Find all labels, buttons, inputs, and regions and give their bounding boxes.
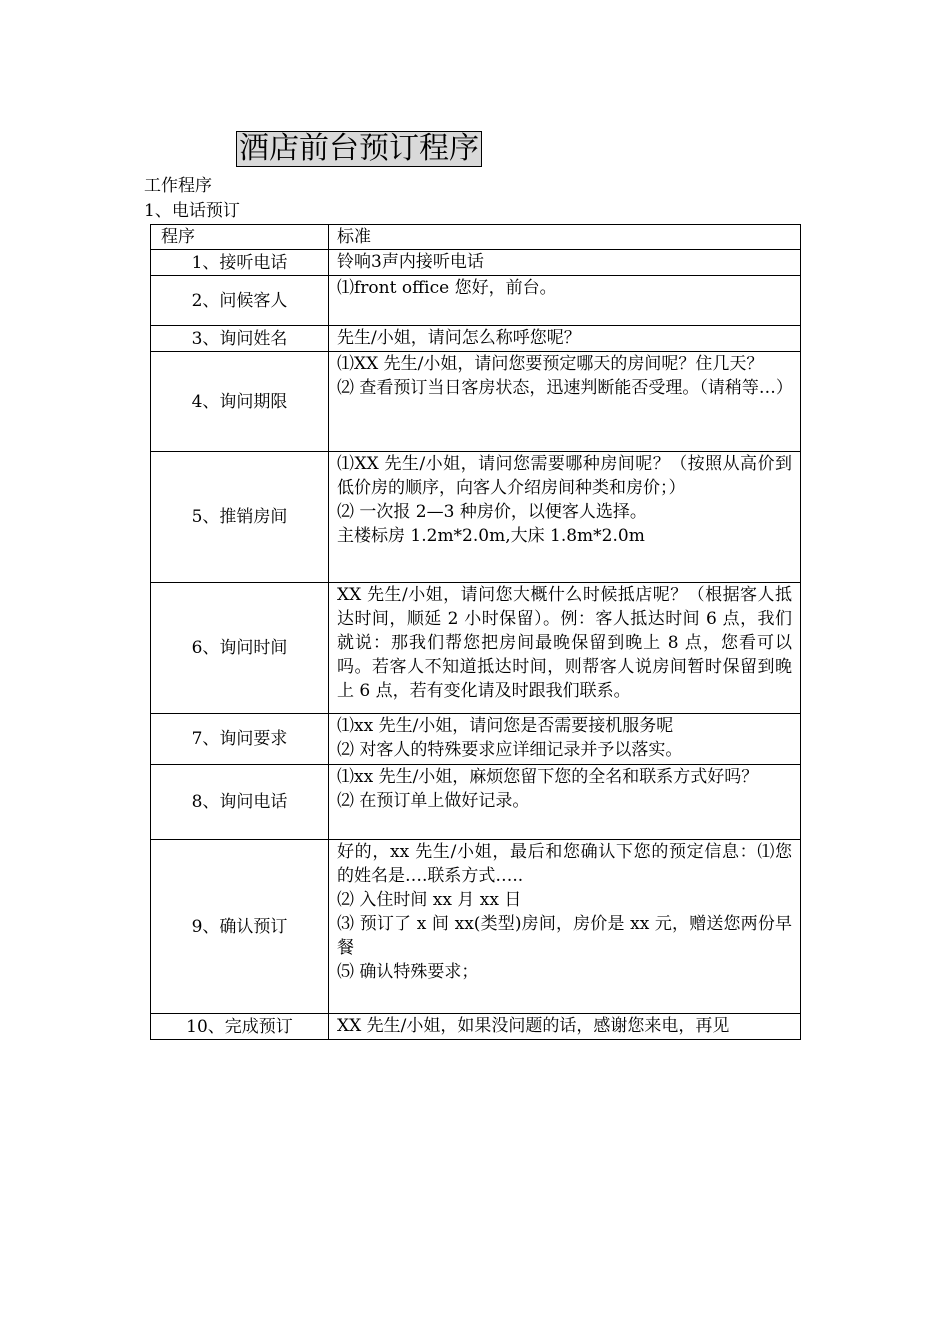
- table-row: [151, 1014, 801, 1040]
- column-header-standard: 标准: [329, 225, 801, 250]
- standard-line: XX 先生/小姐，如果没问题的话，感谢您来电，再见: [337, 1016, 730, 1036]
- standard-line: ⑶ 预订了 x 间 xx(类型)房间，房价是 xx 元，赠送您两份早餐: [337, 914, 792, 958]
- standard-cell: [329, 452, 801, 583]
- step-cell: 8、询问电话: [151, 765, 329, 840]
- standard-cell: [329, 714, 801, 765]
- standard-line: 主楼标房 1.2m*2.0m,大床 1.8m*2.0m: [337, 526, 645, 546]
- procedure-table: [150, 224, 801, 1040]
- step-cell: 9、确认预订: [151, 840, 329, 1014]
- table-row: [151, 452, 801, 583]
- standard-line: ⑵ 对客人的特殊要求应详细记录并予以落实。: [337, 740, 683, 760]
- standard-line: 好的，xx 先生/小姐，最后和您确认下您的预定信息：⑴您的姓名是….联系方式…..: [337, 842, 792, 886]
- standard-line: ⑵ 在预订单上做好记录。: [337, 791, 530, 811]
- step-cell: 2、问候客人: [151, 276, 329, 326]
- step-cell: 6、询问时间: [151, 583, 329, 714]
- standard-cell: [329, 250, 801, 276]
- document-title: 酒店前台预订程序: [236, 131, 482, 167]
- standard-cell: [329, 1014, 801, 1040]
- standard-line: 铃响3声内接听电话: [337, 252, 484, 272]
- section-heading: 工作程序: [144, 176, 212, 196]
- step-cell: 3、询问姓名: [151, 326, 329, 352]
- table-row: [151, 276, 801, 326]
- column-header-procedure: 程序: [151, 225, 329, 250]
- standard-cell: [329, 840, 801, 1014]
- table-row: [151, 765, 801, 840]
- standard-line: XX 先生/小姐，请问您大概什么时候抵店呢？（根据客人抵达时间，顺延 2 小时保留）。例：客人抵达时间 6 点，我们就说：那我们帮您把房间最晚保留到晚上 8 点，您看可以吗。若客人不知道抵达时间，则帮客人说房间暂时保留到晚上 6 点，若有变化请及时跟我们联系。: [337, 585, 792, 701]
- standard-cell: [329, 352, 801, 452]
- table-row: [151, 583, 801, 714]
- standard-line: ⑴XX 先生/小姐，请问您要预定哪天的房间呢？住几天？: [337, 354, 764, 374]
- table-header-row: [151, 225, 801, 250]
- table-row: [151, 326, 801, 352]
- step-cell: 7、询问要求: [151, 714, 329, 765]
- standard-cell: [329, 326, 801, 352]
- standard-line: ⑵ 查看预订当日客房状态，迅速判断能否受理。（请稍等…）: [337, 378, 793, 398]
- standard-line: ⑸ 确认特殊要求；: [337, 962, 479, 982]
- step-cell: 4、询问期限: [151, 352, 329, 452]
- step-cell: 1、接听电话: [151, 250, 329, 276]
- standard-line: 先生/小姐，请问怎么称呼您呢？: [337, 328, 581, 348]
- standard-line: ⑴xx 先生/小姐，麻烦您留下您的全名和联系方式好吗？: [337, 767, 759, 787]
- step-cell: 10、完成预订: [151, 1014, 329, 1040]
- table-row: [151, 840, 801, 1014]
- standard-line: ⑵ 入住时间 xx 月 xx 日: [337, 890, 522, 910]
- standard-cell: [329, 276, 801, 326]
- standard-line: ⑴XX 先生/小姐，请问您需要哪种房间呢？（按照从高价到低价房的顺序，向客人介绍房间种类和房价；）: [337, 454, 792, 498]
- standard-cell: [329, 765, 801, 840]
- table-row: [151, 352, 801, 452]
- table-row: [151, 250, 801, 276]
- subsection-heading: 1、电话预订: [144, 201, 240, 221]
- standard-line: ⑴front office 您好，前台。: [337, 278, 557, 298]
- standard-cell: [329, 583, 801, 714]
- step-cell: 5、推销房间: [151, 452, 329, 583]
- standard-line: ⑴xx 先生/小姐，请问您是否需要接机服务呢: [337, 716, 674, 736]
- table-row: [151, 714, 801, 765]
- standard-line: ⑵ 一次报 2—3 种房价，以便客人选择。: [337, 502, 647, 522]
